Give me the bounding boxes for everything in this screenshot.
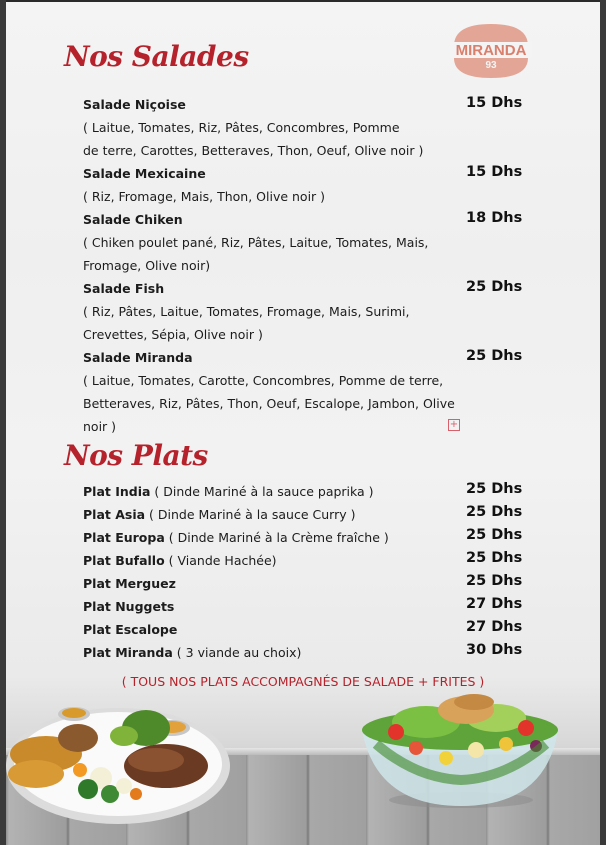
salade-desc: de terre, Carottes, Betteraves, Thon, Oeuf, Olive noir ) xyxy=(83,143,424,158)
logo-number: 93 xyxy=(485,60,497,71)
section-title-salades: Nos Salades xyxy=(64,40,249,73)
plus-box-icon[interactable]: + xyxy=(449,419,459,430)
plat-row xyxy=(83,507,355,522)
plat-row xyxy=(83,530,389,545)
plat-name: Plat India xyxy=(83,484,151,499)
plat-name: Plat Asia xyxy=(83,507,146,522)
plat-price: 25 Dhs xyxy=(466,481,523,497)
plat-price: 25 Dhs xyxy=(466,573,523,589)
salade-desc: ( Riz, Pâtes, Laitue, Tomates, Fromage, Mais, Surimi, xyxy=(83,304,410,319)
plats-note: ( TOUS NOS PLATS ACCOMPAGNÉS DE SALADE + FRITES ) xyxy=(121,674,485,689)
plat-name: Plat Europa xyxy=(83,530,165,545)
salade-desc: ( Chiken poulet pané, Riz, Pâtes, Laitue, Tomates, Mais, xyxy=(83,235,429,250)
page-border xyxy=(6,0,600,2)
salade-name: Salade Niçoise xyxy=(83,97,186,112)
plate-image xyxy=(6,694,236,829)
salade-price: 25 Dhs xyxy=(466,348,523,364)
salade-desc: ( Laitue, Tomates, Carotte, Concombres, Pomme de terre, xyxy=(83,373,444,388)
miranda-logo xyxy=(446,20,536,82)
plat-price: 25 Dhs xyxy=(466,550,523,566)
plat-row xyxy=(83,645,301,660)
plat-row xyxy=(83,553,277,568)
plat-row xyxy=(83,599,174,614)
plat-price: 30 Dhs xyxy=(466,642,523,658)
plat-name: Plat Bufallo xyxy=(83,553,165,568)
salade-name: Salade Fish xyxy=(83,281,165,296)
salade-price: 15 Dhs xyxy=(466,164,523,180)
plat-detail: ( Dinde Mariné à la Crème fraîche ) xyxy=(164,530,389,545)
plat-name: Plat Escalope xyxy=(83,622,178,637)
section-title-plats: Nos Plats xyxy=(64,439,208,472)
plat-name: Plat Miranda xyxy=(83,645,173,660)
plat-price: 27 Dhs xyxy=(466,619,523,635)
plat-row xyxy=(83,576,176,591)
salade-desc: Fromage, Olive noir) xyxy=(83,258,211,273)
salade-name: Salade Chiken xyxy=(83,212,183,227)
salade-price: 18 Dhs xyxy=(466,210,523,226)
plat-detail: ( Viande Hachée) xyxy=(164,553,277,568)
plat-detail: ( Dinde Mariné à la sauce Curry ) xyxy=(145,507,356,522)
salade-desc: ( Riz, Fromage, Mais, Thon, Olive noir ) xyxy=(83,189,326,204)
salade-desc: Betteraves, Riz, Pâtes, Thon, Oeuf, Escalope, Jambon, Olive xyxy=(83,396,455,411)
logo-text: MIRANDA xyxy=(455,42,527,59)
plat-price: 25 Dhs xyxy=(466,504,523,520)
menu-page xyxy=(6,0,600,845)
plat-price: 27 Dhs xyxy=(466,596,523,612)
salade-name: Salade Miranda xyxy=(83,350,193,365)
salade-desc: Crevettes, Sépia, Olive noir ) xyxy=(83,327,263,342)
plat-name: Plat Merguez xyxy=(83,576,176,591)
salade-desc: ( Laitue, Tomates, Riz, Pâtes, Concombres, Pomme xyxy=(83,120,400,135)
plat-row xyxy=(83,484,374,499)
salade-price: 15 Dhs xyxy=(466,95,523,111)
plat-detail: ( Dinde Mariné à la sauce paprika ) xyxy=(150,484,374,499)
salade-desc: noir ) xyxy=(83,419,117,434)
salad-bowl-image xyxy=(356,688,566,813)
plat-name: Plat Nuggets xyxy=(83,599,175,614)
salade-price: 25 Dhs xyxy=(466,279,523,295)
salade-name: Salade Mexicaine xyxy=(83,166,206,181)
plat-row xyxy=(83,622,177,637)
plat-detail: ( 3 viande au choix) xyxy=(172,645,302,660)
plat-price: 25 Dhs xyxy=(466,527,523,543)
